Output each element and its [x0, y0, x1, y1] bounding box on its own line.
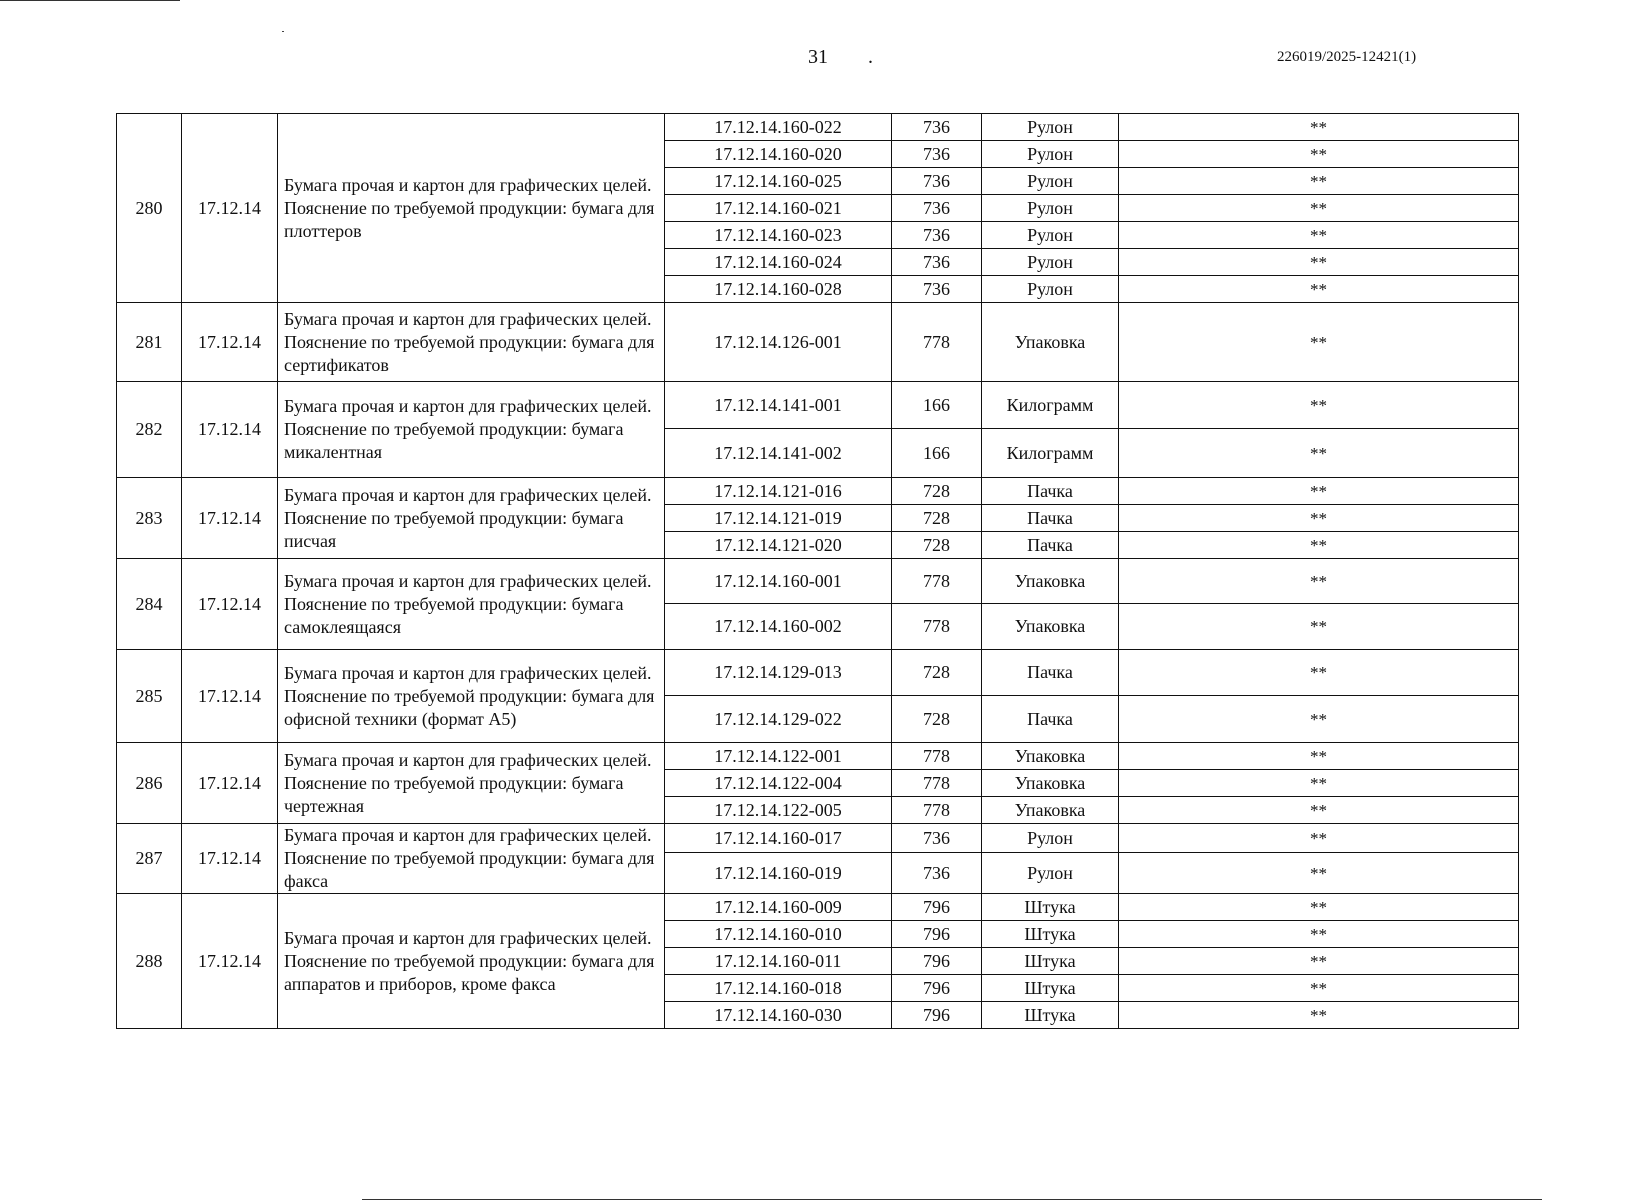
okpd-code: 17.12.14	[182, 114, 278, 303]
note-marker: **	[1119, 168, 1519, 195]
page-number: 31	[808, 46, 828, 68]
okei-code: 166	[892, 382, 982, 429]
okei-code: 728	[892, 696, 982, 743]
product-description: Бумага прочая и картон для графических целей. Пояснение по требуемой продукции: бумага для офисной техники (формат А5)	[278, 650, 665, 743]
okei-code: 736	[892, 114, 982, 141]
ktru-code: 17.12.14.160-022	[665, 114, 892, 141]
okpd-code: 17.12.14	[182, 303, 278, 382]
ktru-code: 17.12.14.160-010	[665, 921, 892, 948]
product-description: Бумага прочая и картон для графических целей. Пояснение по требуемой продукции: бумага самоклеящаяся	[278, 559, 665, 650]
unit-name: Штука	[982, 975, 1119, 1002]
unit-name: Килограмм	[982, 429, 1119, 478]
ktru-code: 17.12.14.141-001	[665, 382, 892, 429]
row-number: 286	[117, 743, 182, 824]
ktru-code: 17.12.14.160-018	[665, 975, 892, 1002]
note-marker: **	[1119, 114, 1519, 141]
note-marker: **	[1119, 478, 1519, 505]
table-row	[117, 303, 1519, 382]
document-id: 226019/2025-12421(1)	[1277, 49, 1417, 65]
unit-name: Пачка	[982, 650, 1119, 696]
okei-code: 728	[892, 532, 982, 559]
unit-name: Упаковка	[982, 303, 1119, 382]
unit-name: Рулон	[982, 222, 1119, 249]
note-marker: **	[1119, 743, 1519, 770]
ktru-code: 17.12.14.141-002	[665, 429, 892, 478]
ktru-code: 17.12.14.121-020	[665, 532, 892, 559]
note-marker: **	[1119, 559, 1519, 604]
okei-code: 796	[892, 1002, 982, 1029]
ktru-code: 17.12.14.160-021	[665, 195, 892, 222]
okei-code: 778	[892, 303, 982, 382]
table-row	[117, 478, 1519, 505]
unit-name: Штука	[982, 948, 1119, 975]
table-row	[117, 824, 1519, 853]
unit-name: Штука	[982, 1002, 1119, 1029]
okpd-code: 17.12.14	[182, 650, 278, 743]
table-row	[117, 114, 1519, 141]
okei-code: 736	[892, 824, 982, 853]
unit-name: Пачка	[982, 505, 1119, 532]
note-marker: **	[1119, 650, 1519, 696]
okei-code: 736	[892, 853, 982, 894]
note-marker: **	[1119, 222, 1519, 249]
okpd-code: 17.12.14	[182, 382, 278, 478]
ktru-code: 17.12.14.122-004	[665, 770, 892, 797]
products-table-body	[117, 114, 1519, 1029]
row-number: 281	[117, 303, 182, 382]
unit-name: Штука	[982, 894, 1119, 921]
okpd-code: 17.12.14	[182, 743, 278, 824]
ktru-code: 17.12.14.160-002	[665, 604, 892, 650]
table-row	[117, 650, 1519, 696]
okei-code: 736	[892, 222, 982, 249]
unit-name: Штука	[982, 921, 1119, 948]
okei-code: 796	[892, 894, 982, 921]
row-number: 283	[117, 478, 182, 559]
table-row	[117, 743, 1519, 770]
unit-name: Пачка	[982, 532, 1119, 559]
note-marker: **	[1119, 948, 1519, 975]
row-number: 280	[117, 114, 182, 303]
product-description: Бумага прочая и картон для графических целей. Пояснение по требуемой продукции: бумага микалентная	[278, 382, 665, 478]
unit-name: Рулон	[982, 853, 1119, 894]
product-description: Бумага прочая и картон для графических целей. Пояснение по требуемой продукции: бумага чертежная	[278, 743, 665, 824]
note-marker: **	[1119, 894, 1519, 921]
note-marker: **	[1119, 604, 1519, 650]
table-row	[117, 894, 1519, 921]
ktru-code: 17.12.14.160-023	[665, 222, 892, 249]
okei-code: 796	[892, 975, 982, 1002]
okei-code: 736	[892, 249, 982, 276]
row-number: 285	[117, 650, 182, 743]
row-number: 288	[117, 894, 182, 1029]
unit-name: Пачка	[982, 696, 1119, 743]
ktru-code: 17.12.14.160-028	[665, 276, 892, 303]
note-marker: **	[1119, 429, 1519, 478]
note-marker: **	[1119, 770, 1519, 797]
row-number: 284	[117, 559, 182, 650]
unit-name: Пачка	[982, 478, 1119, 505]
note-marker: **	[1119, 382, 1519, 429]
note-marker: **	[1119, 853, 1519, 894]
product-description: Бумага прочая и картон для графических целей. Пояснение по требуемой продукции: бумага для сертификатов	[278, 303, 665, 382]
ktru-code: 17.12.14.160-024	[665, 249, 892, 276]
ktru-code: 17.12.14.160-001	[665, 559, 892, 604]
note-marker: **	[1119, 195, 1519, 222]
product-description: Бумага прочая и картон для графических целей. Пояснение по требуемой продукции: бумага для факса	[278, 824, 665, 894]
scan-edge-line	[0, 0, 180, 1]
product-description: Бумага прочая и картон для графических целей. Пояснение по требуемой продукции: бумага писчая	[278, 478, 665, 559]
okpd-code: 17.12.14	[182, 824, 278, 894]
ktru-code: 17.12.14.160-017	[665, 824, 892, 853]
ktru-code: 17.12.14.121-016	[665, 478, 892, 505]
note-marker: **	[1119, 276, 1519, 303]
okpd-code: 17.12.14	[182, 559, 278, 650]
row-number: 282	[117, 382, 182, 478]
ktru-code: 17.12.14.122-005	[665, 797, 892, 824]
note-marker: **	[1119, 532, 1519, 559]
unit-name: Рулон	[982, 141, 1119, 168]
unit-name: Рулон	[982, 249, 1119, 276]
ktru-code: 17.12.14.121-019	[665, 505, 892, 532]
note-marker: **	[1119, 696, 1519, 743]
okei-code: 796	[892, 948, 982, 975]
note-marker: **	[1119, 921, 1519, 948]
product-description: Бумага прочая и картон для графических целей. Пояснение по требуемой продукции: бумага для аппаратов и приборов, кроме факса	[278, 894, 665, 1029]
okei-code: 736	[892, 141, 982, 168]
note-marker: **	[1119, 303, 1519, 382]
unit-name: Упаковка	[982, 770, 1119, 797]
products-table	[116, 113, 1519, 1029]
unit-name: Упаковка	[982, 797, 1119, 824]
okpd-code: 17.12.14	[182, 894, 278, 1029]
ktru-code: 17.12.14.126-001	[665, 303, 892, 382]
unit-name: Килограмм	[982, 382, 1119, 429]
scan-speck	[282, 31, 284, 32]
unit-name: Рулон	[982, 824, 1119, 853]
okei-code: 728	[892, 478, 982, 505]
okei-code: 778	[892, 743, 982, 770]
okei-code: 736	[892, 168, 982, 195]
unit-name: Упаковка	[982, 604, 1119, 650]
unit-name: Рулон	[982, 195, 1119, 222]
product-description: Бумага прочая и картон для графических целей. Пояснение по требуемой продукции: бумага для плоттеров	[278, 114, 665, 303]
note-marker: **	[1119, 975, 1519, 1002]
unit-name: Упаковка	[982, 743, 1119, 770]
okei-code: 728	[892, 505, 982, 532]
okei-code: 778	[892, 770, 982, 797]
okei-code: 736	[892, 276, 982, 303]
okei-code: 778	[892, 559, 982, 604]
ktru-code: 17.12.14.160-020	[665, 141, 892, 168]
unit-name: Упаковка	[982, 559, 1119, 604]
ktru-code: 17.12.14.160-011	[665, 948, 892, 975]
ktru-code: 17.12.14.160-030	[665, 1002, 892, 1029]
note-marker: **	[1119, 1002, 1519, 1029]
note-marker: **	[1119, 797, 1519, 824]
table-row	[117, 382, 1519, 429]
table-row	[117, 559, 1519, 604]
unit-name: Рулон	[982, 114, 1119, 141]
row-number: 287	[117, 824, 182, 894]
okei-code: 778	[892, 797, 982, 824]
note-marker: **	[1119, 141, 1519, 168]
ktru-code: 17.12.14.160-025	[665, 168, 892, 195]
ktru-code: 17.12.14.122-001	[665, 743, 892, 770]
okei-code: 796	[892, 921, 982, 948]
ktru-code: 17.12.14.129-022	[665, 696, 892, 743]
page-number-dot: .	[868, 46, 873, 68]
ktru-code: 17.12.14.129-013	[665, 650, 892, 696]
okei-code: 736	[892, 195, 982, 222]
okei-code: 778	[892, 604, 982, 650]
ktru-code: 17.12.14.160-019	[665, 853, 892, 894]
note-marker: **	[1119, 505, 1519, 532]
okpd-code: 17.12.14	[182, 478, 278, 559]
note-marker: **	[1119, 249, 1519, 276]
note-marker: **	[1119, 824, 1519, 853]
unit-name: Рулон	[982, 168, 1119, 195]
okei-code: 166	[892, 429, 982, 478]
okei-code: 728	[892, 650, 982, 696]
ktru-code: 17.12.14.160-009	[665, 894, 892, 921]
unit-name: Рулон	[982, 276, 1119, 303]
